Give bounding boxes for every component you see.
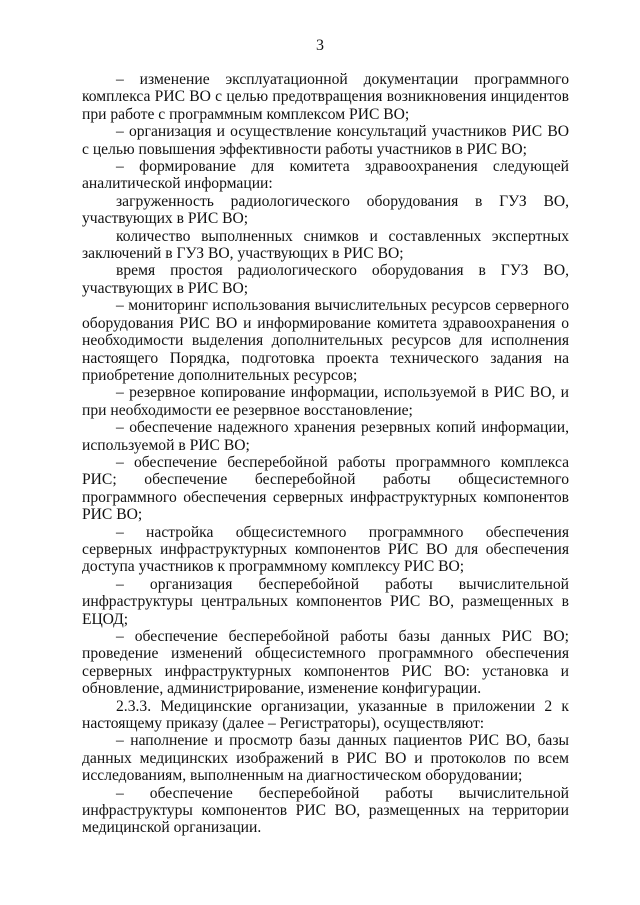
paragraph: – изменение эксплуатационной документации программного комплекса РИС ВО с целью предотвращения возникновения инцидентов при работе с программным комплексом РИС ВО; [82, 71, 569, 123]
section-paragraph: 2.3.3. Медицинские организации, указанные в приложении 2 к настоящему приказу (далее – Регистраторы), осуществляют: [82, 697, 569, 733]
paragraph: – наполнение и просмотр базы данных пациентов РИС ВО, базы данных медицинских изображений в РИС ВО и протоколов по всем исследованиям, выполненным на диагностическом оборудовании; [82, 732, 569, 785]
paragraph: время простоя радиологического оборудования в ГУЗ ВО, участвующих в РИС ВО; [82, 262, 569, 297]
paragraph: – настройка общесистемного программного обеспечения серверных инфраструктурных компонентов РИС ВО для обеспечения доступа участников к программному комплексу РИС ВО; [82, 523, 569, 576]
paragraph: – формирование для комитета здравоохранения следующей аналитической информации: [82, 158, 569, 193]
document-body [82, 71, 569, 837]
paragraph: – обеспечение бесперебойной работы программного комплекса РИС; обеспечение бесперебойной работы общесистемного программного обеспечения серверных инфраструктурных компонентов РИС ВО; [82, 453, 569, 524]
paragraph: – обеспечение надежного хранения резервных копий информации, используемой в РИС ВО; [82, 419, 569, 454]
paragraph: – резервное копирование информации, используемой в РИС ВО, и при необходимости ее резервное восстановление; [82, 384, 569, 419]
paragraph: – обеспечение бесперебойной работы базы данных РИС ВО; проведение изменений общесистемного программного обеспечения серверных инфраструктурных компонентов РИС ВО: установка и обновление, администрирование, изменение конфигурации. [82, 628, 569, 698]
paragraph: загруженность радиологического оборудования в ГУЗ ВО, участвующих в РИС ВО; [82, 192, 569, 228]
paragraph: количество выполненных снимков и составленных экспертных заключений в ГУЗ ВО, участвующих в РИС ВО; [82, 227, 569, 263]
paragraph: – мониторинг использования вычислительных ресурсов серверного оборудования РИС ВО и информирование комитета здравоохранения о необходимости выделения дополнительных ресурсов для исполнения настоящего Порядка, подготовка проекта технического задания на приобретение дополнительных ресурсов; [82, 297, 569, 384]
page-number: 3 [316, 37, 324, 54]
paragraph: – организация бесперебойной работы вычислительной инфраструктуры центральных компонентов РИС ВО, размещенных в ЕЦОД; [82, 575, 569, 628]
paragraph: – организация и осуществление консультаций участников РИС ВО с целью повышения эффективности работы участников в РИС ВО; [82, 123, 569, 158]
paragraph: – обеспечение бесперебойной работы вычислительной инфраструктуры компонентов РИС ВО, размещенных на территории медицинской организации. [82, 784, 569, 837]
